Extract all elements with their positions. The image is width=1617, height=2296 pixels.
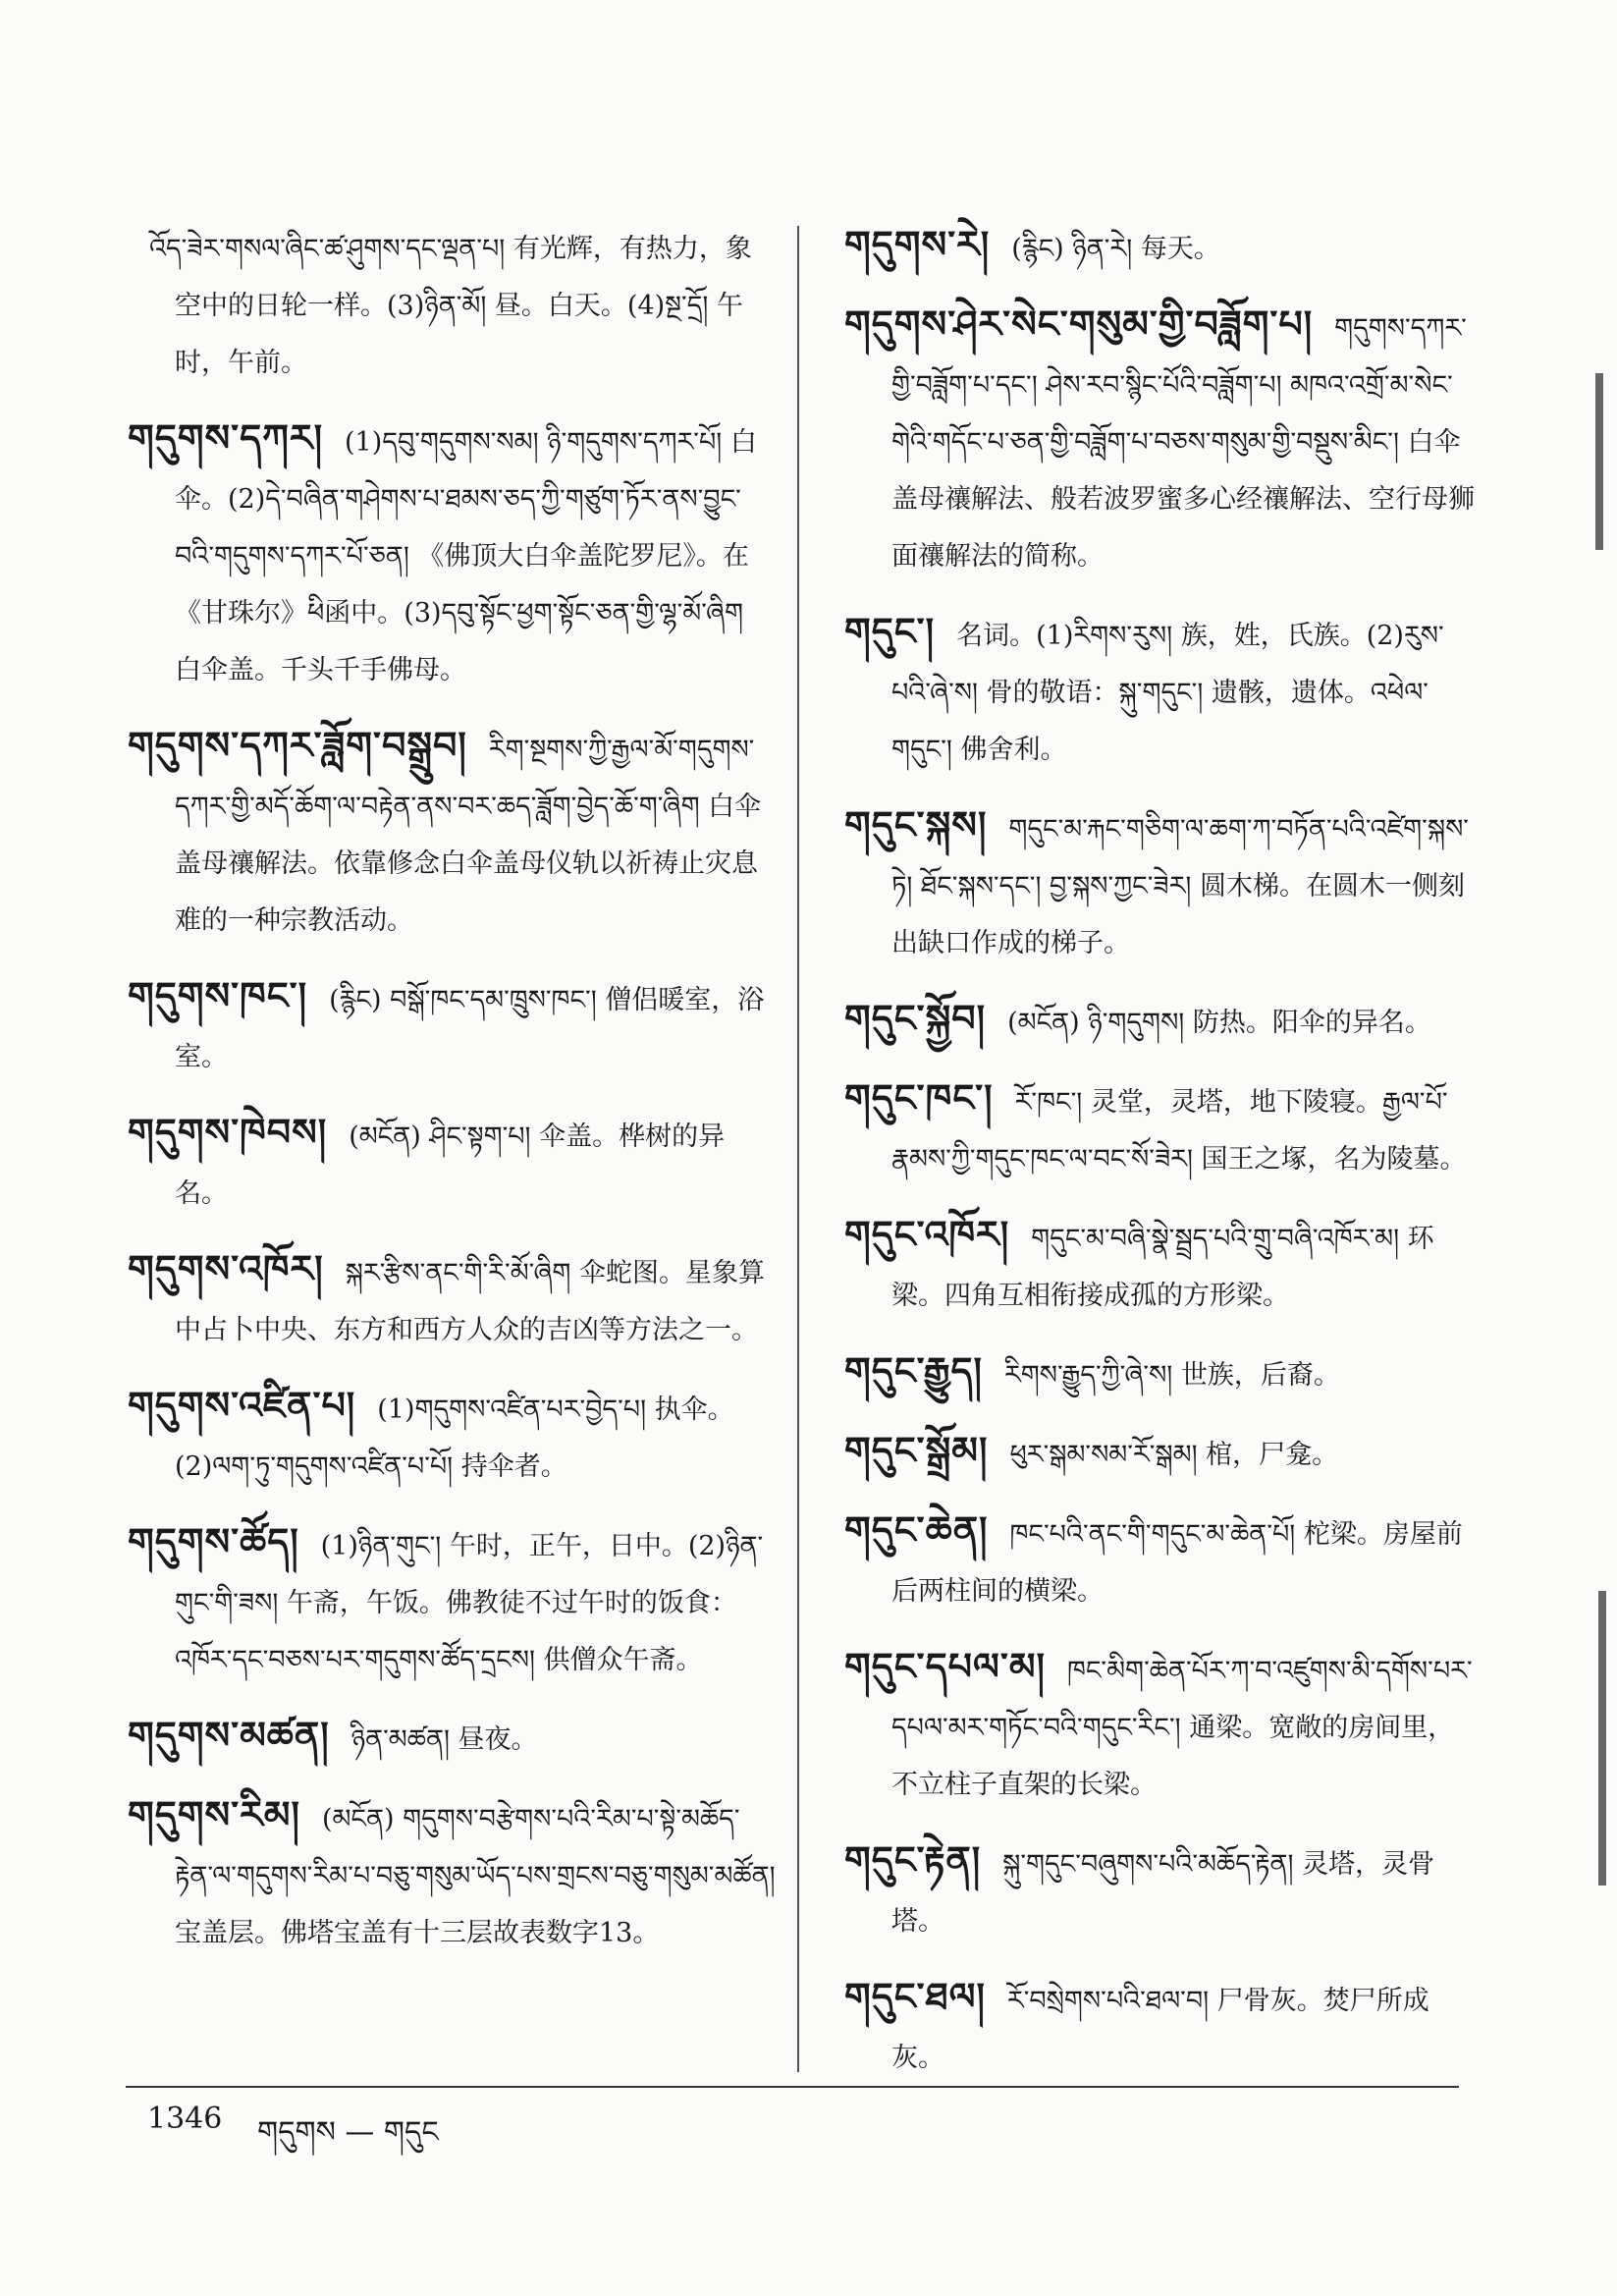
dictionary-entry [128,1786,776,1962]
dictionary-entry [128,1707,776,1769]
entry-headword: གདུགས་ཁང་། [128,974,308,1017]
entry-headword: གདུགས་ཚོད། [128,1520,299,1563]
entry-definition: ཉིན་མཚན། 昼夜。 [350,1724,538,1755]
entry-definition: (1)དབུ་གདུགས་སམ། ཉི་གདུགས་དཀར་པོ། 白伞。(2)དེ་བཞིན་གཤེགས་པ་ཐམས་ཅད་ཀྱི་གཙུག་ཏོར་ནས་བྱུང་བའི་གདུགས་དཀར་པོ་ཅན། 《佛顶大白伞盖陀罗尼》。在《甘珠尔》ཕི函中。(3)དབུ་སྟོང་ཕྱག་སྟོང་ཅན་གྱི་ལྷ་མོ་ཞིག 白伞盖。千头千手佛母。 [175,427,757,685]
entry-headword: གདུང་རྒྱུད། [844,1349,983,1393]
entry-definition: གདུང་མ་བཞི་སྣེ་སྦྲད་པའི་གྲུ་བཞི་འཁོར་མ། 环梁。四角互相衔接成孤的方形梁。 [891,1224,1434,1311]
entry-definition: འོད་ཟེར་གསལ་ཞིང་ཚ་ཤུགས་དང་ལྡན་པ། 有光辉，有热力，象空中的日轮一样。(3)ཉིན་མོ། 昼。白天。(4)སྔ་དྲོ། 午时，午前。 [149,234,752,378]
entry-definition: རོ་བསྲེགས་པའི་ཐལ་བ། 尸骨灰。焚尸所成灰。 [891,1986,1429,2073]
dictionary-entry [844,1638,1478,1814]
entry-headword: གདུགས་འཁོར། [128,1247,324,1290]
entry-headword: གདུགས་ཤེར་སེང་གསུམ་གྱི་བཟློག་པ། [844,302,1314,346]
footer-rule [126,2086,1459,2088]
entry-definition: (1)ཉིན་གུང་། 午时，正午，日中。(2)ཉིན་གུང་གི་ཟས། 午斋，午饭。佛教徒不过午时的饭食：འཁོར་དང་བཅས་པར་གདུགས་ཚོད་དྲངས། 供僧众午斋。 [175,1531,764,1675]
page-number: 1346 [147,2102,223,2136]
entry-headword: གདུང་ཁང་། [844,1076,994,1120]
dictionary-entry [128,1377,776,1496]
entry-headword: གདུགས་རིམ། [128,1793,300,1836]
right-column [844,216,1478,2105]
entry-definition: གདུང་མ་རྐང་གཅིག་ལ་ཆག་ཀ་བཏོན་པའི་འཛེག་སྐས་ཏེ། ཐོང་སྐས་དང་། བྱ་སྐས་ཀྱང་ཟེར། 圆木梯。在圆木一侧刻出缺口作成的梯子。 [891,814,1469,958]
dictionary-entry [844,1206,1478,1325]
entry-headword: གདུང་ཆེན། [844,1508,989,1552]
entry-definition: ཕུར་སྒམ་སམ་རོ་སྒམ། 棺，尸龛。 [1009,1440,1339,1470]
scan-edge-mark [1595,373,1603,550]
entry-headword: གདུང་རྟེན། [844,1838,982,1882]
entry-definition: ཁང་པའི་ནང་གི་གདུང་མ་ཆེན་པོ། 柁梁。房屋前后两柱间的横梁。 [891,1519,1463,1607]
entry-headword: གདུང་དཔལ་མ། [844,1645,1046,1688]
entry-definition: སྐུ་གདུང་བཞུགས་པའི་མཆོད་རྟེན། 灵塔，灵骨塔。 [891,1849,1435,1937]
entry-definition: (མངོན) ཉི་གདུགས། 防热。阳伞的异名。 [1007,1008,1431,1038]
dictionary-entry [844,1968,1478,2087]
dictionary-entry [128,1104,776,1223]
dictionary-entry [844,1342,1478,1404]
entry-definition: རིག་སྔགས་ཀྱི་རྒྱལ་མོ་གདུགས་དཀར་གྱི་མདོ་ཆོག་ལ་བརྟེན་ནས་བར་ཆད་ཟློག་བྱེད་ཆོ་ག་ཞིག 白伞盖母禳解法。依靠修念白伞盖母仪轨以祈祷止灾息难的一种宗教活动。 [175,735,762,936]
entry-definition: སྐར་རྩིས་ནང་གི་རི་མོ་ཞིག 伞蛇图。星象算中占卜中央、东方和西方人众的吉凶等方法之一。 [175,1258,766,1345]
dictionary-entry [844,990,1478,1052]
dictionary-entry [844,1831,1478,1950]
entry-definition: (རྙིང) ཉིན་རེ། 每天。 [1011,234,1220,264]
entry-definition: རོ་ཁང་། 灵堂，灵塔，地下陵寝。རྒྱལ་པོ་རྣམས་ཀྱི་གདུང་ཁང་ལ་བང་སོ་ཟེར། 国王之塚，名为陵墓。 [891,1087,1467,1175]
scan-edge-mark [1598,1591,1606,1886]
dictionary-entry [844,1502,1478,1620]
dictionary-entry [844,296,1478,585]
entry-headword: གདུང་ཐལ། [844,1975,986,2018]
entry-headword: གདུགས་དཀར་ཟློག་བསྒྲུབ། [128,724,467,767]
entry-headword: གདུང་སྒྲོམ། [844,1429,989,1472]
entry-headword: གདུང་འཁོར། [844,1213,1010,1256]
entry-headword: གདུགས་དཀར། [128,416,324,460]
entry-headword: གདུང་སྐྱོབ། [844,997,987,1040]
column-divider [797,226,799,2072]
entry-headword: གདུགས་ཁེབས། [128,1111,328,1154]
dictionary-entry [128,1240,776,1359]
entry-definition: (རྙིང) བསྒོ་ཁང་དམ་ཁྲུས་ཁང་། 僧侣暖室，浴室。 [175,985,765,1072]
dictionary-entry [128,1513,776,1689]
dictionary-entry [844,796,1478,972]
entry-definition: གདུགས་དཀར་གྱི་བཟློག་པ་དང་། ཤེས་རབ་སྙིང་པོའི་བཟློག་པ། མཁའ་འགྲོ་མ་སེང་གེའི་གདོང་པ་ཅན་གྱི་བཟློག་པ་བཅས་གསུམ་གྱི་བསྡུས་མིང་། 白伞盖母禳解法、般若波罗蜜多心经禳解法、空行母狮面禳解法的简称。 [891,313,1475,572]
entry-headword: གདུང་སྐས། [844,803,988,847]
entry-definition: ཁང་མིག་ཆེན་པོར་ཀ་བ་འཛུགས་མི་དགོས་པར་དཔལ་མར་གཏོང་བའི་གདུང་རིང་། 通梁。宽敞的房间里，不立柱子直架的长梁。 [891,1656,1473,1800]
entry-definition: (མངོན) ཤིང་སྟག་པ། 伞盖。桦树的异名。 [175,1121,726,1209]
entry-definition: (1)གདུགས་འཛིན་པར་བྱེད་པ། 执伞。(2)ལག་ཏུ་གདུགས་འཛིན་པ་པོ། 持伞者。 [175,1394,734,1482]
entry-definition: 名词。(1)རིགས་རུས། 族，姓，氏族。(2)རུས་པའི་ཞེ་ས། 骨的敬语：སྐུ་གདུང་། 遗骸，遗体。འཕེལ་གདུང་། 佛舍利。 [891,621,1444,765]
left-column [128,216,776,1980]
dictionary-entry [128,717,776,950]
entry-headword: གདུགས་རེ། [844,223,991,266]
entry-definition: རིགས་རྒྱུད་ཀྱི་ཞེ་ས། 世族，后裔。 [1003,1360,1340,1391]
entry-headword: གདུང་། [844,610,936,653]
dictionary-entry [844,1069,1478,1188]
dictionary-entry [128,967,776,1086]
dictionary-entry [128,216,776,392]
entry-headword: གདུགས་མཚན། [128,1714,330,1757]
dictionary-entry [844,1422,1478,1484]
dictionary-entry [844,216,1478,278]
dictionary-entry [128,410,776,699]
entry-definition: (མངོན) གདུགས་བརྩེགས་པའི་རིམ་པ་སྟེ་མཆོད་རྟེན་ལ་གདུགས་རིམ་པ་བཅུ་གསུམ་ཡོད་པས་གྲངས་བཅུ་གསུམ་མཚོན། 宝盖层。佛塔宝盖有十三层故表数字13。 [175,1804,776,1948]
dictionary-entry [844,603,1478,779]
running-head: གདུགས — གདུང [257,2115,439,2150]
entry-headword: གདུགས་འཛིན་པ། [128,1384,356,1427]
